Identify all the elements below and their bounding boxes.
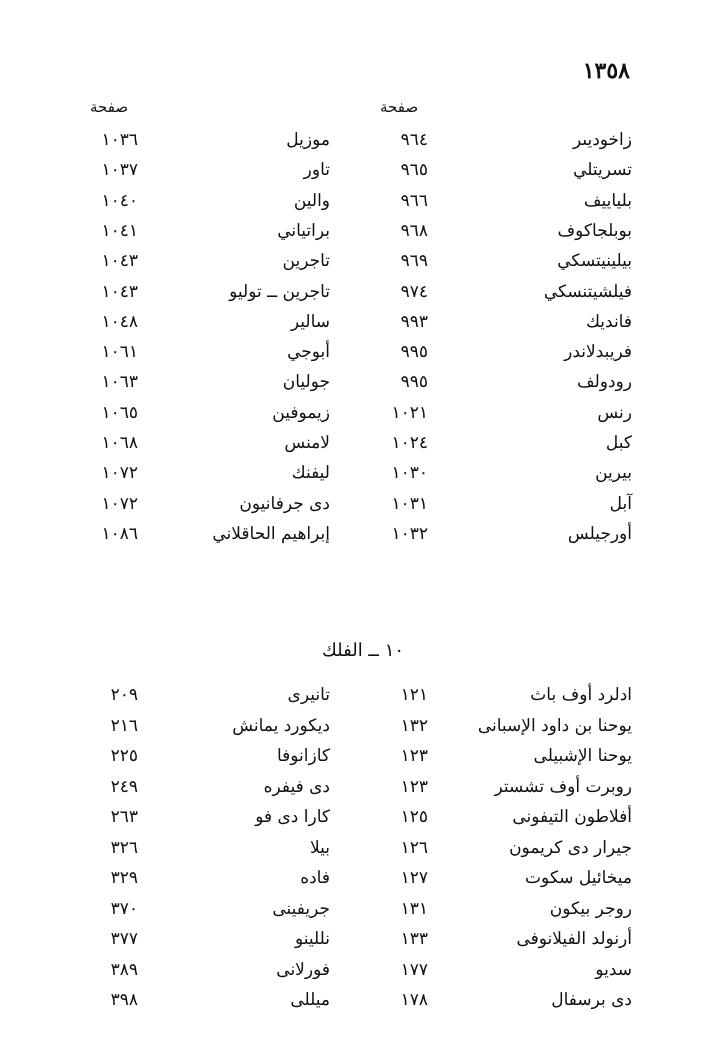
index-name-left: لامنس	[284, 433, 330, 453]
index-row	[0, 186, 726, 216]
index-name-right: أفلاطون التيفونى	[512, 807, 632, 827]
index-name-left: والين	[293, 190, 330, 211]
index-name-right: سديو	[595, 959, 632, 980]
index-name-right: بلياييف	[583, 190, 632, 211]
index-name-right: رودولف	[577, 372, 632, 393]
index-name-right: ميخائيل سكوت	[525, 868, 632, 888]
index-row	[0, 125, 726, 155]
index-name-left: كازانوفا	[276, 746, 330, 766]
index-page-right: ١٧٧	[400, 959, 428, 980]
index-row	[0, 367, 726, 397]
index-name-right: تسريتلي	[573, 160, 632, 181]
index-name-right: أورجيلس	[567, 523, 632, 544]
index-row	[0, 741, 726, 771]
index-page-left: ١٠٦٥	[101, 402, 138, 423]
index-name-left: جوليان	[282, 372, 330, 393]
index-name-left: تانيرى	[287, 685, 330, 705]
index-page-left: ١٠٧٢	[101, 493, 138, 514]
index-page-left: ٣٢٦	[110, 837, 138, 858]
index-row	[0, 802, 726, 832]
index-name-right: أرنولد الفيلانوفى	[516, 929, 632, 949]
index-page-left: ٣٧٠	[110, 898, 138, 919]
index-page-left: ٢١٦	[110, 715, 138, 736]
index-name-right: بيلينيتسكي	[557, 251, 632, 272]
index-row	[0, 337, 726, 367]
index-name-right: آبل	[609, 493, 632, 514]
index-name-right: روبرت أوف تشستر	[494, 776, 632, 797]
index-name-left: ديكورد يمانش	[232, 715, 330, 736]
index-row	[0, 680, 726, 710]
index-page-right: ١٢١	[400, 685, 428, 705]
index-name-left: زيموفين	[272, 402, 330, 423]
index-name-left: تاجرين	[282, 251, 330, 272]
index-name-right: كبل	[605, 433, 632, 453]
index-name-left: تاور	[303, 160, 330, 181]
index-name-left: فورلانى	[276, 959, 330, 980]
index-name-right: رنس	[597, 402, 632, 423]
index-page-right: ١٢٣	[400, 776, 428, 797]
index-row	[0, 519, 726, 549]
index-row	[0, 307, 726, 337]
index-page-right: ٩٦٦	[400, 190, 428, 211]
index-name-right: يوحنا الإشبيلى	[533, 746, 632, 766]
index-name-left: موزيل	[286, 130, 330, 150]
index-name-right: يوحنا بن داود الإسبانى	[477, 715, 632, 736]
index-name-left: ميللى	[290, 990, 330, 1010]
index-page-left: ٢٢٥	[110, 746, 138, 766]
index-row	[0, 246, 726, 276]
index-page-left: ٣٢٩	[110, 868, 138, 888]
index-row	[0, 772, 726, 802]
index-page-left: ١٠٤١	[101, 220, 138, 241]
index-page-right: ١٣٢	[400, 715, 428, 736]
index-name-right: بوبلجاكوف	[557, 220, 632, 241]
index-name-right: بيرين	[595, 463, 632, 484]
index-page-right: ٩٦٥	[400, 160, 428, 181]
index-page-right: ٩٦٤	[400, 130, 428, 150]
index-page-left: ١٠٤٠	[101, 190, 138, 211]
index-name-left: تاجرين ــ توليو	[229, 281, 330, 302]
index-name-right: فيلشيتنسكي	[543, 281, 632, 302]
index-row	[0, 924, 726, 954]
index-page-right: ١٣١	[400, 898, 428, 919]
index-page-right: ١٢٣	[400, 746, 428, 766]
index-row	[0, 711, 726, 741]
index-row	[0, 155, 726, 185]
index-page-left: ٢٠٩	[110, 685, 138, 705]
index-page-left: ١٠٦٨	[101, 433, 138, 453]
index-page-right: ١٧٨	[400, 990, 428, 1010]
index-row	[0, 894, 726, 924]
index-page-left: ١٠٣٦	[101, 130, 138, 150]
index-page-left: ١٠٤٣	[101, 251, 138, 272]
index-name-left: دى جرفانيون	[239, 493, 330, 514]
index-page-left: ١٠٣٧	[101, 160, 138, 181]
index-page-left: ١٠٤٨	[101, 311, 138, 332]
index-page-right: ١٠٣٠	[391, 463, 428, 484]
index-name-right: زاخوديىر	[572, 130, 632, 150]
index-row	[0, 398, 726, 428]
index-page-right: ٩٦٩	[400, 251, 428, 272]
index-page-left: ١٠٦١	[101, 342, 138, 363]
index-page-right: ١٢٥	[400, 807, 428, 827]
index-row	[0, 277, 726, 307]
page-column-header-right: صفحة	[380, 98, 419, 116]
index-row	[0, 216, 726, 246]
index-name-left: سالير	[290, 311, 330, 332]
index-row	[0, 955, 726, 985]
index-page-right: ١٠٢٤	[391, 433, 428, 453]
index-page-right: ٩٩٥	[400, 372, 428, 393]
index-page-right: ١٢٧	[400, 868, 428, 888]
index-page-right: ١٢٦	[400, 837, 428, 858]
index-name-right: ادلرد أوف باث	[530, 685, 632, 705]
index-page-left: ١٠٨٦	[101, 523, 138, 544]
index-name-left: أبوجي	[287, 342, 330, 363]
index-page-left: ١٠٧٢	[101, 463, 138, 484]
index-row	[0, 985, 726, 1015]
index-name-left: فاده	[300, 868, 330, 888]
index-row	[0, 489, 726, 519]
index-name-right: دى برسفال	[551, 990, 632, 1010]
index-name-right: فريبدلاندر	[564, 342, 632, 363]
index-name-left: كارا دى فو	[255, 807, 330, 827]
index-row	[0, 833, 726, 863]
page-number: ١٣٥٨	[582, 58, 630, 84]
index-row	[0, 428, 726, 458]
section-heading: ١٠ ــ الفلك	[321, 640, 405, 661]
index-name-left: جريفينى	[272, 898, 330, 919]
index-page-right: ٩٩٣	[400, 311, 428, 332]
index-page-left: ١٠٤٣	[101, 281, 138, 302]
index-page-left: ٣٩٨	[110, 990, 138, 1010]
index-name-left: بيلا	[309, 837, 330, 858]
index-row	[0, 458, 726, 488]
index-name-right: روجر بيكون	[549, 898, 632, 919]
index-page-right: ٩٦٨	[400, 220, 428, 241]
index-page-left: ٢٤٩	[110, 776, 138, 797]
index-page-right: ٩٩٥	[400, 342, 428, 363]
index-page-right: ١٠٣٢	[391, 523, 428, 544]
index-name-left: نللينو	[294, 929, 330, 949]
page-column-header-left: صفحة	[90, 98, 129, 116]
index-page-right: ١٣٣	[400, 929, 428, 949]
index-name-right: فانديك	[585, 311, 632, 332]
index-name-right: جيرار دى كريمون	[509, 837, 632, 858]
index-row	[0, 863, 726, 893]
index-page-right: ١٠٢١	[391, 402, 428, 423]
index-page-right: ٩٧٤	[400, 281, 428, 302]
index-page-right: ١٠٣١	[391, 493, 428, 514]
index-page-left: ٢٦٣	[110, 807, 138, 827]
index-name-left: دى فيفره	[263, 776, 330, 797]
index-page-left: ١٠٦٣	[101, 372, 138, 393]
index-name-left: إبراهيم الحاقلاني	[212, 523, 330, 544]
index-page-left: ٣٧٧	[110, 929, 138, 949]
index-page-left: ٣٨٩	[110, 959, 138, 980]
index-name-left: براتياني	[277, 220, 330, 241]
index-name-left: ليفنك	[291, 463, 330, 484]
